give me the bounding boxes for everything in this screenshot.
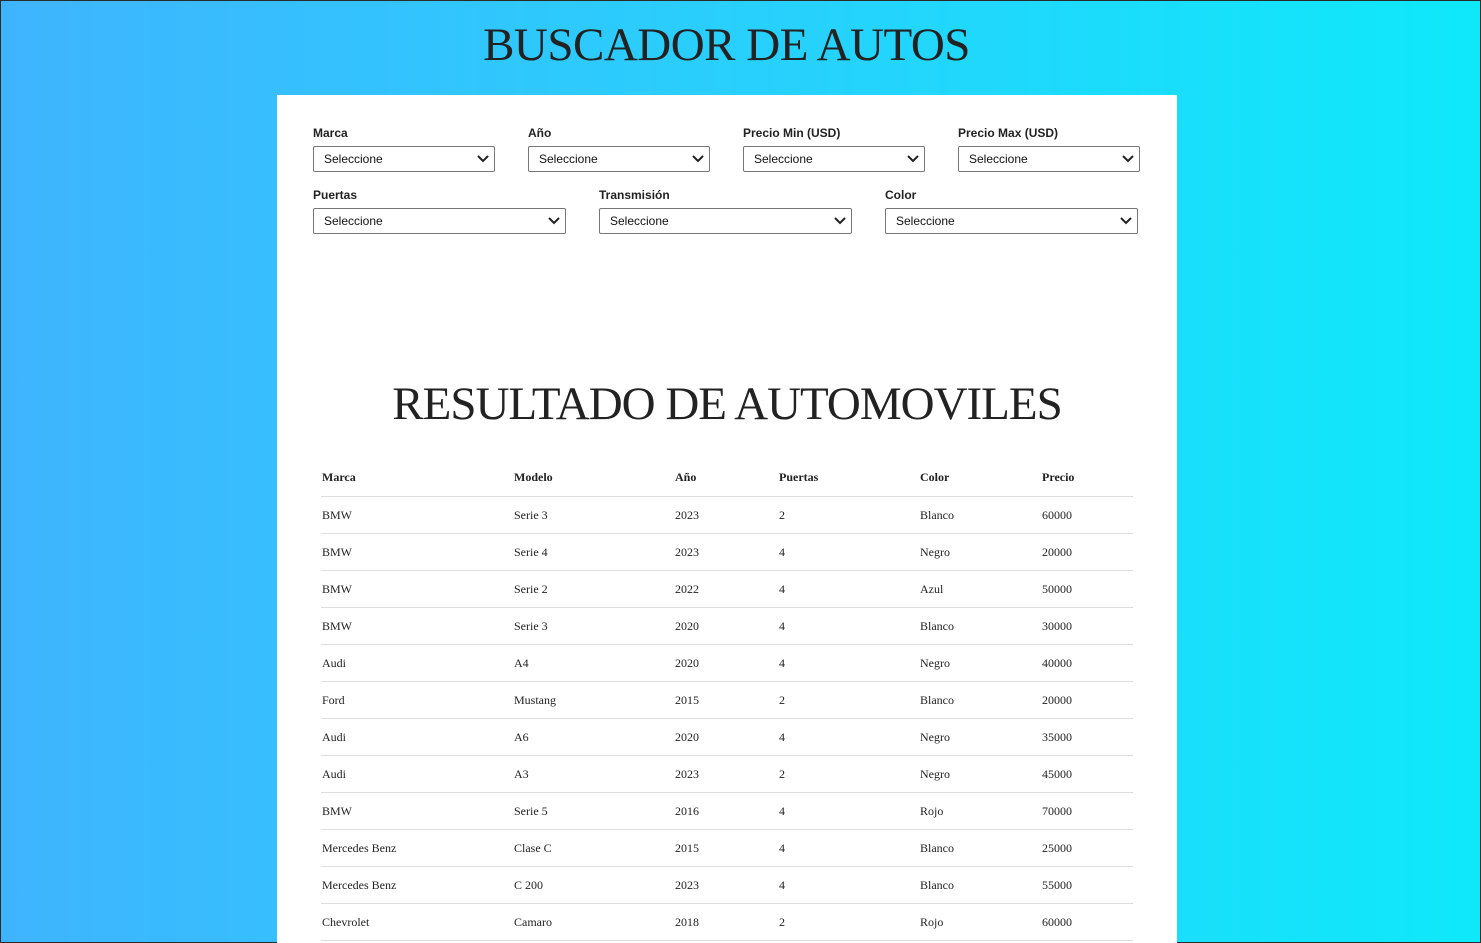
cell-anio: 2015 [674, 682, 778, 719]
cell-puertas: 4 [778, 719, 919, 756]
filter-precio-min-label: Precio Min (USD) [743, 126, 841, 140]
cell-color: Negro [919, 756, 1041, 793]
search-panel [277, 95, 1177, 943]
cell-color: Rojo [919, 904, 1041, 941]
table-row [321, 756, 1133, 793]
cell-precio: 40000 [1041, 645, 1133, 682]
cell-anio: 2020 [674, 645, 778, 682]
cell-marca: Mercedes Benz [321, 830, 513, 867]
cell-puertas: 4 [778, 867, 919, 904]
cell-anio: 2023 [674, 534, 778, 571]
cell-modelo: C 200 [513, 867, 674, 904]
cell-anio: 2022 [674, 571, 778, 608]
cell-color: Negro [919, 719, 1041, 756]
cell-marca: Ford [321, 682, 513, 719]
cell-modelo: Mustang [513, 682, 674, 719]
cell-marca: BMW [321, 793, 513, 830]
cell-marca: BMW [321, 608, 513, 645]
cell-precio: 45000 [1041, 756, 1133, 793]
cell-puertas: 2 [778, 756, 919, 793]
filters-row-2 [313, 188, 1138, 234]
filter-marca-label: Marca [313, 126, 348, 140]
cell-color: Azul [919, 571, 1041, 608]
filter-color [885, 188, 1138, 234]
cell-precio: 30000 [1041, 608, 1133, 645]
anio-select-value: Seleccione [539, 152, 598, 166]
cell-anio: 2015 [674, 830, 778, 867]
cell-precio: 60000 [1041, 497, 1133, 534]
cell-anio: 2023 [674, 756, 778, 793]
filter-precio-min [743, 126, 925, 172]
cell-marca: Audi [321, 645, 513, 682]
filter-transmision [599, 188, 852, 234]
table-row [321, 497, 1133, 534]
cell-anio: 2018 [674, 904, 778, 941]
cell-modelo: Serie 4 [513, 534, 674, 571]
results-title: RESULTADO DE AUTOMOVILES [392, 378, 1062, 430]
results-table-body [321, 497, 1133, 941]
cell-anio: 2020 [674, 719, 778, 756]
transmision-select-value: Seleccione [610, 214, 669, 228]
filter-puertas [313, 188, 566, 234]
cell-precio: 35000 [1041, 719, 1133, 756]
cell-puertas: 2 [778, 497, 919, 534]
cell-marca: Audi [321, 719, 513, 756]
cell-puertas: 4 [778, 793, 919, 830]
marca-select-value: Seleccione [324, 152, 383, 166]
cell-anio: 2023 [674, 497, 778, 534]
column-header-color: Color [919, 459, 1041, 497]
page-title: BUSCADOR DE AUTOS [483, 19, 970, 71]
cell-precio: 20000 [1041, 682, 1133, 719]
filter-puertas-label: Puertas [313, 188, 358, 202]
cell-puertas: 2 [778, 682, 919, 719]
filter-anio [528, 126, 710, 172]
table-row [321, 608, 1133, 645]
chevron-down-icon [692, 155, 704, 163]
cell-precio: 25000 [1041, 830, 1133, 867]
table-row [321, 534, 1133, 571]
filter-marca [313, 126, 495, 172]
results-table [321, 459, 1133, 941]
cell-anio: 2016 [674, 793, 778, 830]
cell-color: Blanco [919, 867, 1041, 904]
chevron-down-icon [477, 155, 489, 163]
cell-puertas: 4 [778, 534, 919, 571]
cell-precio: 70000 [1041, 793, 1133, 830]
chevron-down-icon [907, 155, 919, 163]
cell-puertas: 4 [778, 571, 919, 608]
table-row [321, 793, 1133, 830]
filter-color-label: Color [885, 188, 917, 202]
table-row [321, 645, 1133, 682]
cell-color: Blanco [919, 830, 1041, 867]
marca-select[interactable] [313, 146, 495, 172]
cell-puertas: 4 [778, 645, 919, 682]
cell-anio: 2023 [674, 867, 778, 904]
cell-marca: BMW [321, 534, 513, 571]
cell-marca: Audi [321, 756, 513, 793]
precio-min-select-value: Seleccione [754, 152, 813, 166]
table-row [321, 867, 1133, 904]
cell-precio: 60000 [1041, 904, 1133, 941]
cell-marca: Chevrolet [321, 904, 513, 941]
table-row [321, 719, 1133, 756]
precio-min-select[interactable] [743, 146, 925, 172]
chevron-down-icon [1122, 155, 1134, 163]
cell-modelo: A3 [513, 756, 674, 793]
column-header-precio: Precio [1041, 459, 1133, 497]
cell-color: Negro [919, 645, 1041, 682]
cell-modelo: Serie 2 [513, 571, 674, 608]
chevron-down-icon [1120, 217, 1132, 225]
color-select-value: Seleccione [896, 214, 955, 228]
column-header-modelo: Modelo [513, 459, 674, 497]
cell-modelo: A4 [513, 645, 674, 682]
cell-puertas: 2 [778, 904, 919, 941]
filter-transmision-label: Transmisión [599, 188, 670, 202]
precio-max-select[interactable] [958, 146, 1140, 172]
cell-color: Blanco [919, 608, 1041, 645]
precio-max-select-value: Seleccione [969, 152, 1028, 166]
filters-row-1 [313, 126, 1140, 172]
table-row [321, 571, 1133, 608]
cell-color: Blanco [919, 497, 1041, 534]
table-row [321, 904, 1133, 941]
puertas-select-value: Seleccione [324, 214, 383, 228]
cell-modelo: Serie 3 [513, 497, 674, 534]
cell-color: Rojo [919, 793, 1041, 830]
column-header-anio: Año [674, 459, 778, 497]
cell-modelo: A6 [513, 719, 674, 756]
cell-modelo: Serie 3 [513, 608, 674, 645]
filter-anio-label: Año [528, 126, 552, 140]
table-row [321, 682, 1133, 719]
cell-modelo: Serie 5 [513, 793, 674, 830]
transmision-select[interactable] [599, 208, 852, 234]
chevron-down-icon [548, 217, 560, 225]
cell-color: Negro [919, 534, 1041, 571]
anio-select[interactable] [528, 146, 710, 172]
cell-modelo: Camaro [513, 904, 674, 941]
cell-anio: 2020 [674, 608, 778, 645]
cell-puertas: 4 [778, 830, 919, 867]
cell-color: Blanco [919, 682, 1041, 719]
cell-precio: 55000 [1041, 867, 1133, 904]
cell-precio: 50000 [1041, 571, 1133, 608]
column-header-puertas: Puertas [778, 459, 919, 497]
cell-puertas: 4 [778, 608, 919, 645]
column-header-marca: Marca [321, 459, 513, 497]
cell-precio: 20000 [1041, 534, 1133, 571]
cell-marca: BMW [321, 497, 513, 534]
filter-precio-max [958, 126, 1140, 172]
table-row [321, 830, 1133, 867]
puertas-select[interactable] [313, 208, 566, 234]
color-select[interactable] [885, 208, 1138, 234]
filter-precio-max-label: Precio Max (USD) [958, 126, 1059, 140]
cell-modelo: Clase C [513, 830, 674, 867]
chevron-down-icon [834, 217, 846, 225]
cell-marca: BMW [321, 571, 513, 608]
cell-marca: Mercedes Benz [321, 867, 513, 904]
table-header-row [321, 459, 1133, 497]
